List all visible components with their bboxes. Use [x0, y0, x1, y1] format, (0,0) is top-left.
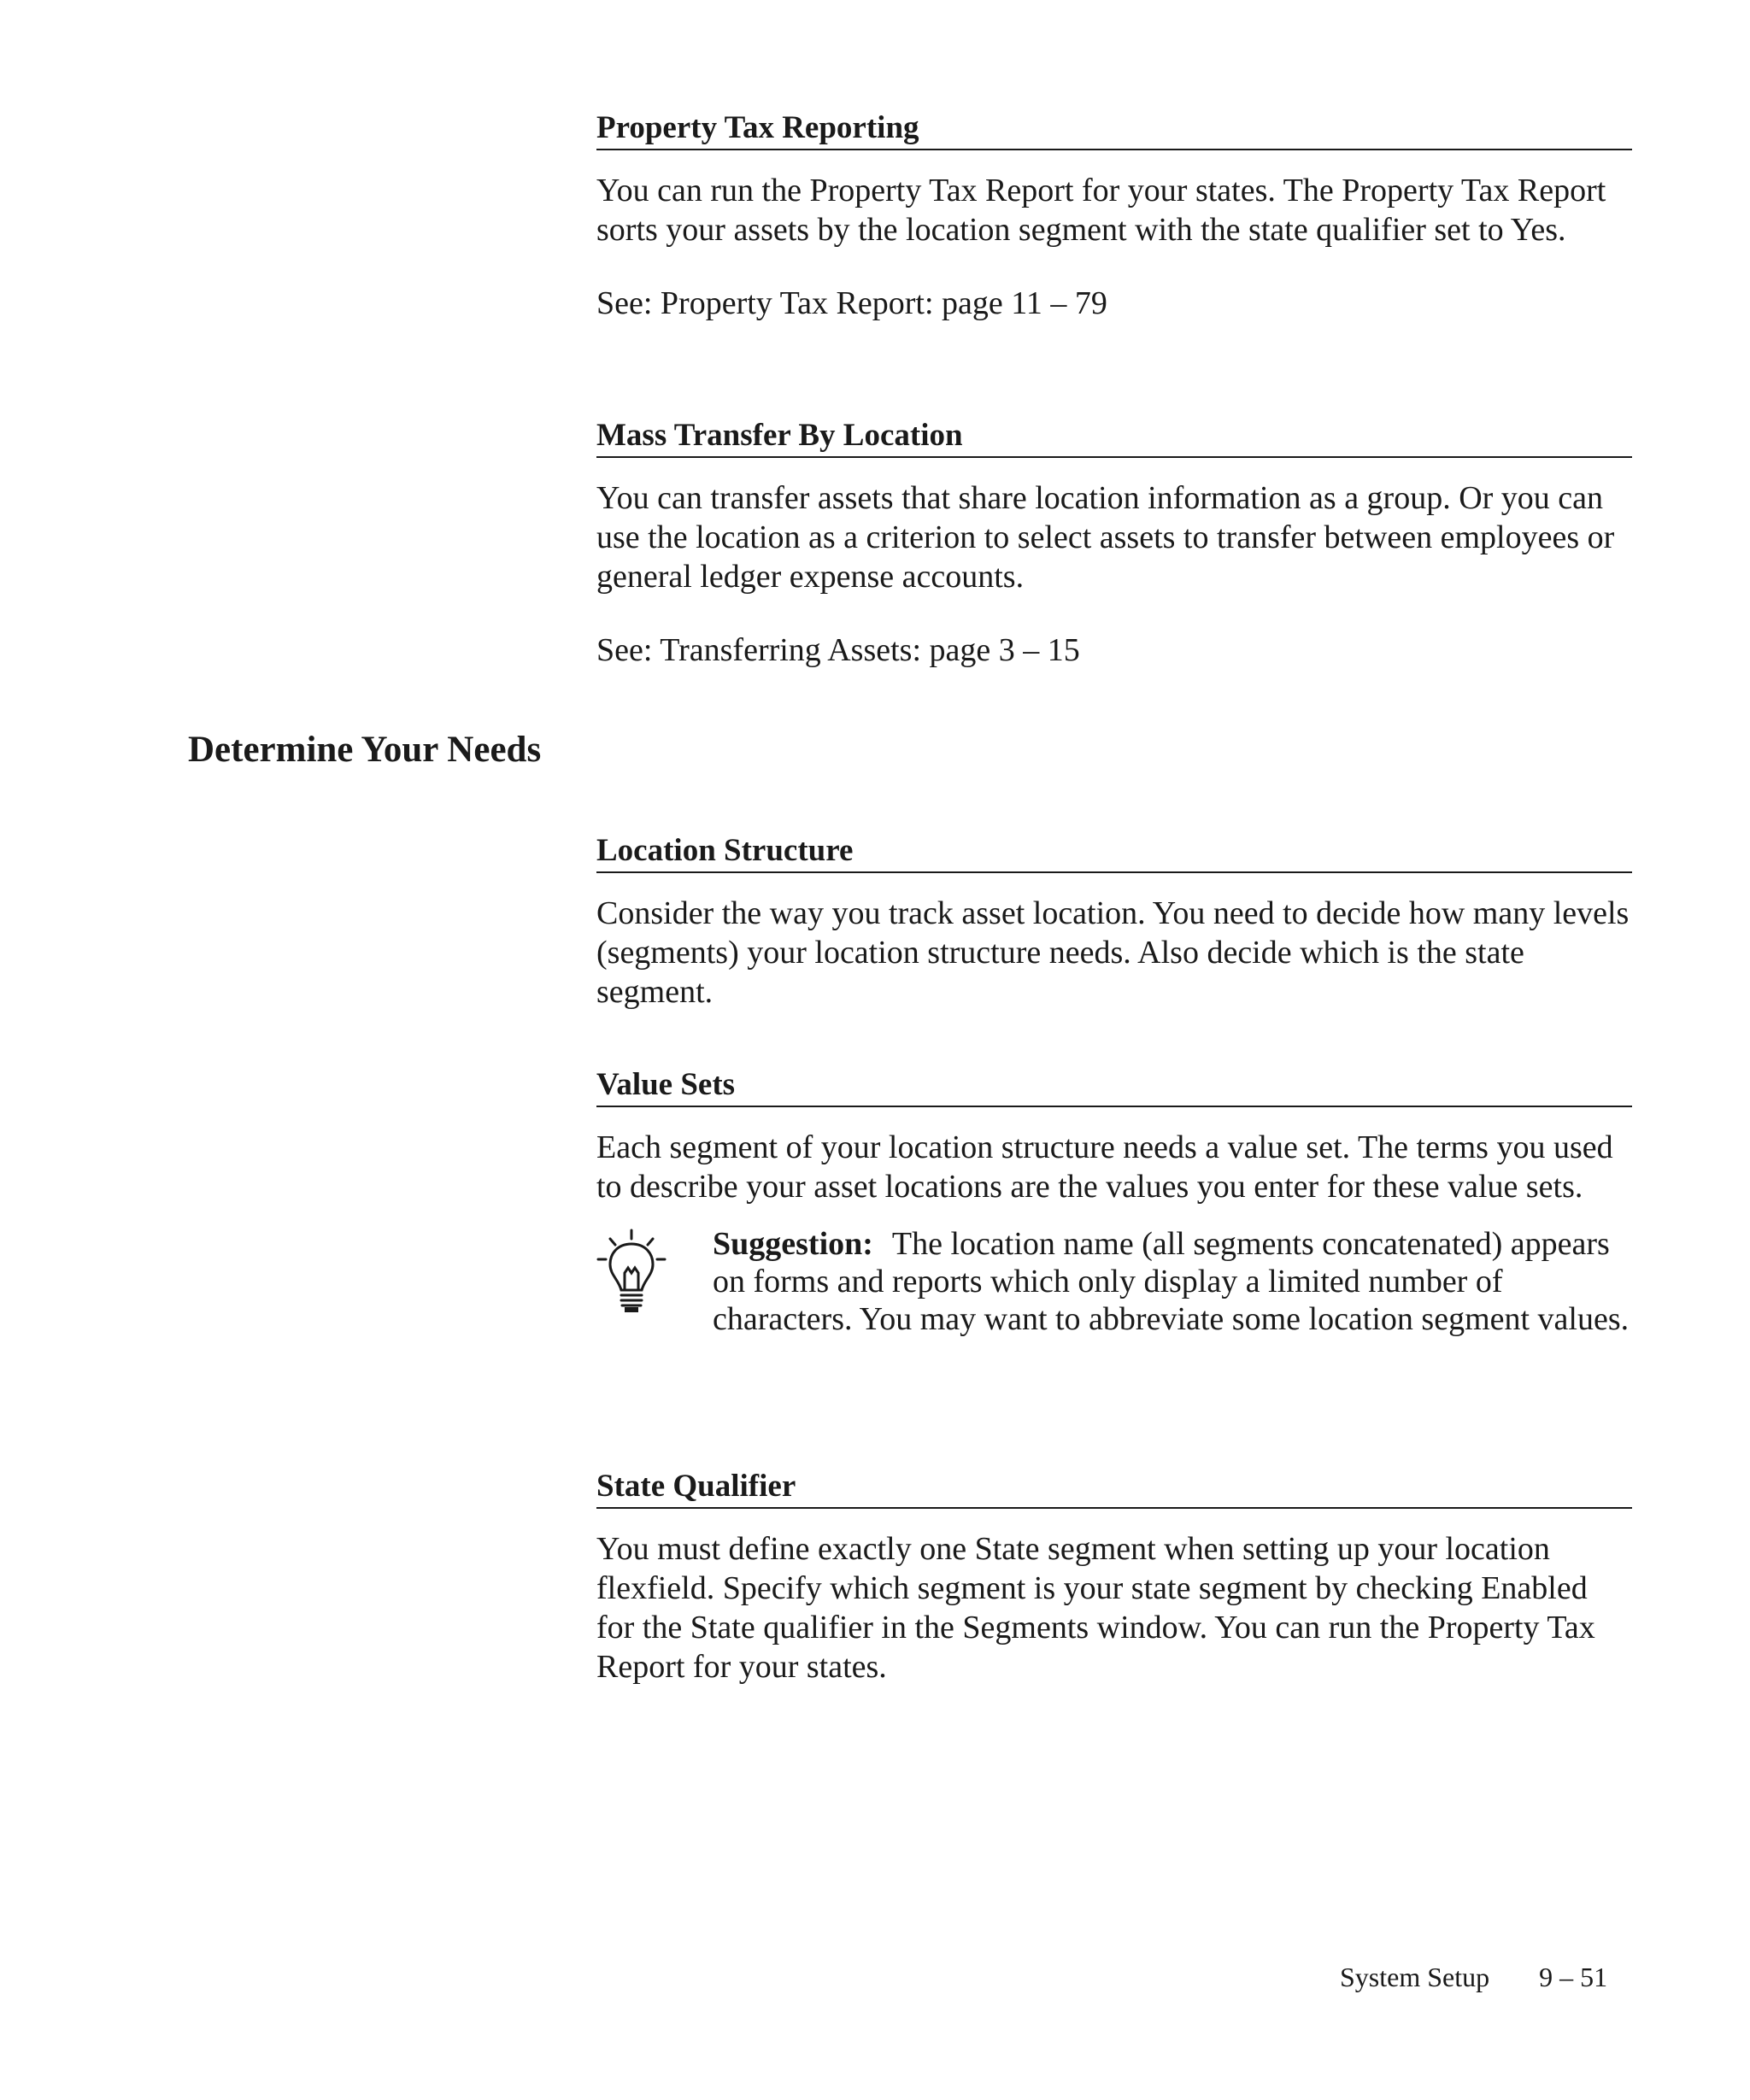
section-property-tax-reporting — [596, 109, 1632, 323]
suggestion-label: Suggestion: — [713, 1226, 873, 1262]
section-heading: State Qualifier — [596, 1468, 1632, 1509]
suggestion-note — [596, 1225, 1632, 1338]
suggestion-text: The location name (all segments concatenated) appears on forms and reports which only display a limited number of characters. You may want to abbreviate some location segment values. — [713, 1226, 1630, 1337]
section-location-structure — [596, 832, 1632, 1012]
see-reference: See: Property Tax Report: page 11 – 79 — [596, 285, 1107, 321]
section-state-qualifier — [596, 1468, 1632, 1686]
section-body: You can transfer assets that share location information as a group. Or you can use the location as a criterion to select assets to transfer between employees or general ledger expense accounts. — [596, 480, 1615, 595]
section-heading: Value Sets — [596, 1066, 1632, 1107]
section-body: Consider the way you track asset location. You need to decide how many levels (segments) your location structure needs. Also decide which is the state segment. — [596, 895, 1630, 1010]
major-heading: Determine Your Needs — [188, 730, 542, 770]
section-mass-transfer — [596, 417, 1632, 670]
section-heading: Location Structure — [596, 832, 1632, 873]
section-heading: Mass Transfer By Location — [596, 417, 1632, 458]
section-value-sets — [596, 1066, 1632, 1338]
section-heading: Property Tax Reporting — [596, 109, 1632, 150]
lightbulb-icon — [596, 1229, 667, 1314]
footer-chapter: System Setup — [1340, 1962, 1490, 1992]
section-body: Each segment of your location structure needs a value set. The terms you used to describe your asset locations are the values you enter for these value sets. — [596, 1129, 1613, 1205]
see-reference: See: Transferring Assets: page 3 – 15 — [596, 632, 1080, 668]
footer-page-number: 9 – 51 — [1539, 1962, 1608, 1992]
section-body: You can run the Property Tax Report for your states. The Property Tax Report sorts your assets by the location segment with the state qualifier set to Yes. — [596, 173, 1606, 248]
section-body: You must define exactly one State segment when setting up your location flexfield. Specify which segment is your state segment by checking Enabled for the State qualifier in the Segments window. You can run the Property Tax Report for your states. — [596, 1531, 1595, 1685]
page-footer — [1340, 1960, 1607, 1994]
